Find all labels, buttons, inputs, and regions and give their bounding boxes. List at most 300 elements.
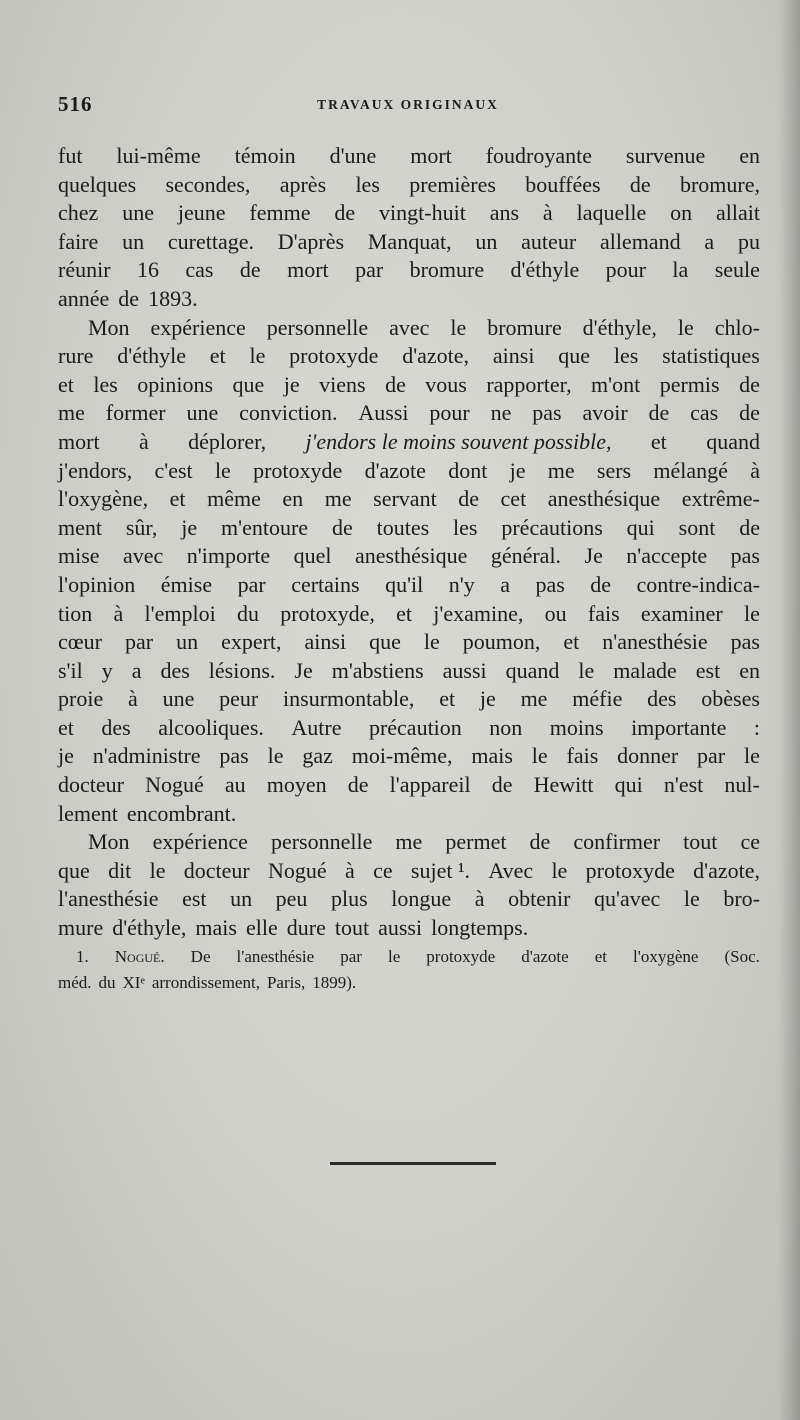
word: bouffées xyxy=(525,171,601,197)
word: lui-même xyxy=(116,143,201,168)
word: quand xyxy=(505,657,560,683)
word: pas xyxy=(730,543,760,569)
word: des xyxy=(160,657,190,683)
text-line xyxy=(58,285,760,314)
word: de xyxy=(458,486,479,512)
text-line xyxy=(58,571,760,600)
word: proie xyxy=(58,686,104,712)
word: témoin xyxy=(234,143,296,168)
word: mort xyxy=(58,428,100,454)
word: chez xyxy=(58,200,99,226)
word: seule xyxy=(714,257,760,283)
word: de xyxy=(648,400,670,426)
word: par xyxy=(355,257,384,283)
word: Nogué. xyxy=(114,947,165,966)
word: je xyxy=(58,743,74,769)
word: à xyxy=(345,857,355,883)
word: importante xyxy=(631,714,727,740)
word: tion xyxy=(58,600,93,626)
word: expert, xyxy=(221,629,282,655)
word: obtenir xyxy=(508,886,571,912)
word: sûr, xyxy=(125,514,158,540)
word: sers xyxy=(596,457,632,483)
word: elle xyxy=(245,915,278,941)
word: Je xyxy=(294,657,313,683)
word: le xyxy=(551,857,568,883)
word: l'appareil xyxy=(389,772,471,798)
running-header xyxy=(58,92,758,120)
word: de xyxy=(739,514,760,540)
word: encombrant. xyxy=(126,800,237,826)
word: l'opinion xyxy=(58,571,136,597)
word: bromure, xyxy=(679,171,760,197)
text-line xyxy=(58,342,760,371)
word: et xyxy=(650,428,667,454)
word: l'anesthésie xyxy=(58,886,159,912)
word: un xyxy=(176,629,199,655)
word: 1. xyxy=(76,947,89,966)
word: former xyxy=(105,400,166,426)
word: m'abstiens xyxy=(331,657,424,683)
word: conviction. xyxy=(239,400,338,426)
word: femme xyxy=(249,200,311,226)
word: Nogué xyxy=(145,772,204,798)
word: de xyxy=(739,400,760,426)
word: me xyxy=(547,457,575,483)
word: sont xyxy=(678,514,716,540)
word: nul- xyxy=(724,772,760,798)
word: 1899). xyxy=(312,973,357,992)
word: pas xyxy=(219,743,249,769)
word: et xyxy=(169,486,186,512)
word: une xyxy=(186,400,219,426)
word: je xyxy=(479,686,496,712)
word: n'est xyxy=(663,772,704,798)
word: opinions xyxy=(137,371,214,397)
word: je xyxy=(181,514,198,540)
word: d'azote xyxy=(521,947,569,966)
word: pour xyxy=(429,400,470,426)
text-line xyxy=(58,857,760,886)
word: gaz xyxy=(302,743,333,769)
word: permis xyxy=(659,371,720,397)
word: précautions xyxy=(501,514,603,540)
word: Mon xyxy=(88,829,130,855)
word: qu'avec xyxy=(594,886,661,912)
word: premières xyxy=(409,171,496,197)
word: avoir xyxy=(582,400,628,426)
word: rapporter, xyxy=(486,371,572,397)
word: ainsi xyxy=(304,629,347,655)
word: ans xyxy=(489,200,520,226)
word: Paris, xyxy=(266,973,306,992)
text-line xyxy=(58,600,760,629)
word: de xyxy=(385,371,406,397)
word: D'après xyxy=(277,228,345,254)
word: le xyxy=(531,743,548,769)
word: alcooliques. xyxy=(158,714,264,740)
word: statistiques xyxy=(662,343,760,369)
word: survenue xyxy=(625,143,706,168)
word: c'est xyxy=(154,457,193,483)
word: cas xyxy=(690,400,719,426)
word: général. xyxy=(490,543,562,569)
text-line xyxy=(58,256,760,285)
word: mort xyxy=(410,143,452,168)
word: permet xyxy=(445,829,507,855)
text-line xyxy=(58,371,760,400)
word: de xyxy=(739,371,760,397)
footnote-line xyxy=(58,944,760,970)
word: poumon, xyxy=(462,629,541,655)
word: allait xyxy=(716,200,760,226)
word: à xyxy=(138,428,149,454)
word: certains xyxy=(291,571,360,597)
word: de xyxy=(347,772,369,798)
word: dit xyxy=(108,857,132,883)
text-line xyxy=(58,314,760,343)
word: m'entoure xyxy=(221,514,309,540)
word: l'anesthésie xyxy=(236,947,315,966)
word: expérience xyxy=(150,314,246,340)
word: à xyxy=(113,600,124,626)
word: pour xyxy=(605,257,646,283)
word: de xyxy=(491,772,513,798)
word: : xyxy=(753,714,760,740)
text-line xyxy=(58,485,760,514)
word: je xyxy=(283,371,300,397)
word: 1893. xyxy=(148,285,198,311)
word: mélangé xyxy=(653,457,728,483)
word: que xyxy=(58,857,90,883)
end-rule xyxy=(330,1162,496,1165)
word: le xyxy=(677,314,694,340)
word: le xyxy=(267,743,284,769)
word: allemand xyxy=(599,228,681,254)
word: d'éthyle xyxy=(117,343,186,369)
word: ne xyxy=(490,400,512,426)
page-number: 516 xyxy=(58,92,93,116)
word: tout xyxy=(683,829,718,855)
word: protoxyde xyxy=(585,857,675,883)
word: le xyxy=(423,629,440,655)
word: qui xyxy=(614,772,643,798)
word: faire xyxy=(58,228,99,254)
word: même xyxy=(207,486,261,512)
running-title: TRAVAUX ORIGINAUX xyxy=(317,97,499,112)
word: le xyxy=(578,657,595,683)
word: moi-même, xyxy=(351,743,453,769)
word: obèses xyxy=(701,686,760,712)
word: (Soc. xyxy=(724,947,760,966)
text-line xyxy=(58,657,760,686)
word: Mon xyxy=(88,314,130,340)
word: par xyxy=(124,629,154,655)
word: les xyxy=(355,171,380,197)
word: protoxyde xyxy=(426,947,496,966)
word: expérience xyxy=(152,829,248,855)
word: d'azote xyxy=(364,457,426,483)
word: servant xyxy=(373,486,437,512)
text-line xyxy=(58,771,760,800)
word: quand xyxy=(706,428,760,454)
word: Autre xyxy=(291,714,342,740)
text-line xyxy=(58,628,760,657)
word: sujet ¹. xyxy=(410,857,471,883)
word: vingt-huit xyxy=(379,200,466,226)
text-line xyxy=(58,457,760,486)
word: est xyxy=(182,886,207,912)
word: d'éthyle xyxy=(510,257,580,283)
word: j'endors le moins souvent possible, xyxy=(305,428,612,454)
word: s'il xyxy=(58,657,83,683)
word: peu xyxy=(275,886,308,912)
word: vous xyxy=(425,371,467,397)
word: longtemps. xyxy=(431,915,529,941)
word: et xyxy=(594,947,607,966)
word: par xyxy=(697,743,726,769)
word: d'éthyle, xyxy=(582,314,657,340)
word: m'ont xyxy=(591,371,641,397)
word: 16 xyxy=(136,257,159,283)
word: cœur xyxy=(58,629,102,655)
word: extrême- xyxy=(681,486,760,512)
text-line xyxy=(58,828,760,857)
word: le xyxy=(387,947,401,966)
word: le xyxy=(149,857,166,883)
word: à xyxy=(750,457,760,483)
word: lement xyxy=(58,800,118,826)
word: et xyxy=(439,686,456,712)
text-line xyxy=(58,199,760,228)
word: une xyxy=(122,200,154,226)
word: insurmontable, xyxy=(283,686,415,712)
word: arrondissement, xyxy=(151,973,260,992)
word: réunir xyxy=(58,257,111,283)
text-line xyxy=(58,542,760,571)
word: le xyxy=(249,343,266,369)
word: pu xyxy=(737,228,760,254)
word: non xyxy=(489,714,523,740)
text-line xyxy=(58,514,760,543)
text-line xyxy=(58,742,760,771)
word: docteur xyxy=(58,772,124,798)
text-line xyxy=(58,399,760,428)
word: protoxyde xyxy=(253,457,343,483)
word: viens xyxy=(319,371,366,397)
word: mais xyxy=(195,915,237,941)
word: de xyxy=(529,829,551,855)
word: j'endors, xyxy=(58,457,133,483)
word: n'anesthésie xyxy=(602,629,708,655)
word: anesthésique xyxy=(547,486,661,512)
word: j'examine, xyxy=(433,600,524,626)
word: longue xyxy=(391,886,452,912)
word: n'importe xyxy=(186,543,271,569)
body-text xyxy=(58,142,760,943)
word: n'administre xyxy=(92,743,201,769)
word: je xyxy=(509,457,526,483)
text-line xyxy=(58,428,760,457)
word: contre-indica- xyxy=(636,571,760,597)
word: les xyxy=(613,343,639,369)
word: lésions. xyxy=(208,657,276,683)
word: Hewitt xyxy=(533,772,594,798)
footnote xyxy=(58,944,760,996)
word: XIᵉ xyxy=(122,973,145,992)
page-edge-shadow xyxy=(778,0,800,1420)
word: méfie xyxy=(572,686,623,712)
word: peur xyxy=(219,686,259,712)
word: de xyxy=(629,171,651,197)
word: me xyxy=(324,486,352,512)
word: Aussi xyxy=(358,400,409,426)
word: moyen xyxy=(266,772,327,798)
word: rure xyxy=(58,343,94,369)
word: protoxyde xyxy=(289,343,379,369)
word: Nogué xyxy=(268,857,327,883)
word: ce xyxy=(373,857,393,883)
word: d'azote, xyxy=(402,343,470,369)
word: et xyxy=(58,371,74,397)
text-line xyxy=(58,914,760,943)
word: à xyxy=(128,686,138,712)
word: moins xyxy=(549,714,604,740)
word: auteur xyxy=(521,228,577,254)
word: dont xyxy=(448,457,488,483)
footnote-line xyxy=(58,970,760,996)
word: anesthésique xyxy=(354,543,468,569)
word: mais xyxy=(471,743,513,769)
word: le xyxy=(450,314,467,340)
word: plus xyxy=(331,886,368,912)
word: fais xyxy=(566,743,599,769)
word: quelques xyxy=(58,171,137,197)
word: par xyxy=(237,571,266,597)
word: que xyxy=(232,371,265,397)
word: déplorer, xyxy=(188,428,267,454)
word: que xyxy=(558,343,591,369)
word: les xyxy=(93,371,118,397)
text-line xyxy=(58,142,760,171)
word: émise xyxy=(160,571,213,597)
word: et xyxy=(396,600,413,626)
word: Manquat, xyxy=(367,228,452,254)
word: protoxyde, xyxy=(280,600,375,626)
word: tout xyxy=(334,915,370,941)
word: personnelle xyxy=(270,829,373,855)
word: n'y xyxy=(448,571,475,597)
word: des xyxy=(101,714,131,740)
word: le xyxy=(743,743,760,769)
word: du xyxy=(236,600,259,626)
word: cet xyxy=(500,486,527,512)
word: bro- xyxy=(723,886,760,912)
word: un xyxy=(230,886,253,912)
text-line xyxy=(58,685,760,714)
word: n'accepte xyxy=(626,543,708,569)
word: bromure xyxy=(409,257,485,283)
word: le xyxy=(683,886,700,912)
word: de xyxy=(331,514,353,540)
word: fut xyxy=(58,143,83,168)
word: précaution xyxy=(368,714,462,740)
word: personnelle xyxy=(266,314,369,340)
word: quel xyxy=(293,543,332,569)
text-line xyxy=(58,885,760,914)
word: laquelle xyxy=(576,200,647,226)
word: en xyxy=(739,657,760,683)
word: secondes, xyxy=(165,171,251,197)
word: Je xyxy=(584,543,603,569)
word: les xyxy=(453,514,478,540)
word: a xyxy=(131,657,142,683)
word: aussi xyxy=(442,657,487,683)
word: confirmer xyxy=(573,829,661,855)
word: qu'il xyxy=(385,571,424,597)
word: a xyxy=(704,228,715,254)
word: une xyxy=(162,686,195,712)
word: pas xyxy=(730,629,760,655)
word: que xyxy=(369,629,401,655)
word: me xyxy=(520,686,548,712)
word: et xyxy=(563,629,580,655)
word: ainsi xyxy=(492,343,535,369)
word: mure xyxy=(58,915,104,941)
word: docteur xyxy=(183,857,250,883)
word: mise xyxy=(58,543,100,569)
word: de xyxy=(118,285,140,311)
word: à xyxy=(542,200,553,226)
word: méd. xyxy=(58,973,92,992)
word: de xyxy=(334,200,356,226)
word: le xyxy=(214,457,231,483)
word: pas xyxy=(535,571,565,597)
word: curettage. xyxy=(167,228,254,254)
word: l'oxygène xyxy=(633,947,699,966)
word: examiner xyxy=(640,600,723,626)
word: le xyxy=(744,600,760,626)
word: mort xyxy=(287,257,329,283)
word: la xyxy=(672,257,689,283)
word: des xyxy=(647,686,677,712)
text-line xyxy=(58,228,760,257)
word: un xyxy=(475,228,498,254)
word: malade xyxy=(613,657,677,683)
word: et xyxy=(209,343,226,369)
text-line xyxy=(58,714,760,743)
word: ce xyxy=(740,829,760,855)
word: d'une xyxy=(329,143,377,168)
word: Avec xyxy=(488,857,534,883)
word: en xyxy=(282,486,304,512)
word: donner xyxy=(617,743,679,769)
word: y xyxy=(101,657,113,683)
word: du xyxy=(98,973,116,992)
word: aussi xyxy=(378,915,423,941)
word: me xyxy=(58,400,85,426)
word: un xyxy=(122,228,145,254)
word: avec xyxy=(123,543,164,569)
word: d'azote, xyxy=(693,857,760,883)
word: au xyxy=(224,772,246,798)
word: est xyxy=(695,657,721,683)
word: toutes xyxy=(376,514,430,540)
word: par xyxy=(340,947,362,966)
word: fais xyxy=(587,600,620,626)
word: avec xyxy=(389,314,430,340)
word: me xyxy=(395,829,423,855)
